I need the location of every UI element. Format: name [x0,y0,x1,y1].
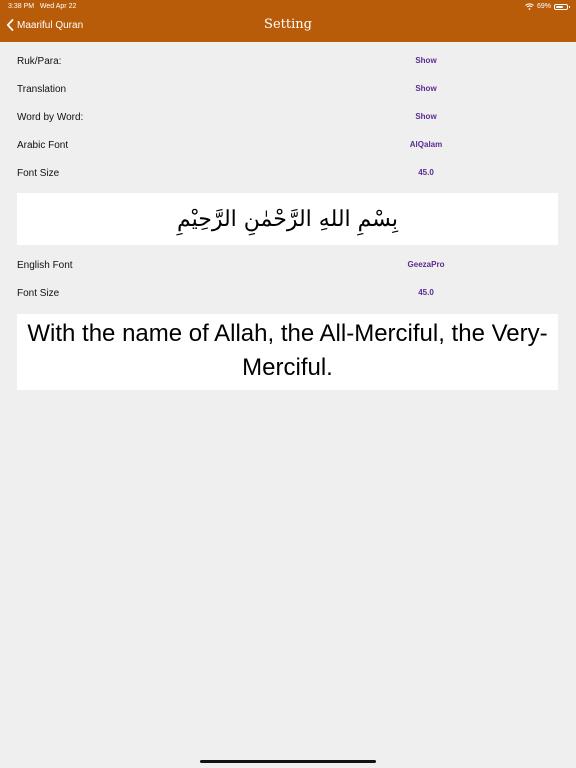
battery-percent: 69% [536,3,551,10]
setting-row-arabic-font [0,132,576,160]
setting-label: Arabic Font [17,140,69,151]
setting-label: Font Size [17,168,60,179]
status-indicators [525,3,568,10]
setting-label: Ruk/Para: [17,56,62,67]
setting-row-arabic-font-size [0,160,576,188]
translation-toggle-button[interactable]: Show [415,84,437,93]
arabic-font-select-button[interactable]: AlQalam [409,140,443,149]
english-font-select-button[interactable]: GeezaPro [407,260,445,269]
page-title: Setting [264,17,312,32]
setting-row-ruk-para [0,48,576,76]
word-by-word-toggle-button[interactable]: Show [415,112,437,121]
status-time [8,3,76,10]
english-font-preview [17,314,558,390]
arabic-preview-text: بِسْمِ اللهِ الرَّحْمٰنِ الرَّحِيْمِ [176,206,399,232]
setting-label: English Font [17,260,73,271]
navigation-bar [0,0,576,42]
setting-row-english-font [0,252,576,280]
home-indicator[interactable] [200,760,376,763]
status-date: Wed Apr 22 [39,3,77,10]
battery-icon [554,4,568,10]
back-button-label: Maariful Quran [17,19,84,31]
wifi-icon [525,3,534,10]
arabic-font-size-button[interactable]: 45.0 [418,168,434,177]
arabic-font-preview [17,193,558,245]
battery-fill [556,6,563,8]
setting-row-english-font-size [0,280,576,308]
status-clock: 3:38 PM [8,3,35,10]
setting-row-word-by-word [0,104,576,132]
english-font-size-button[interactable]: 45.0 [418,288,434,297]
setting-row-translation [0,76,576,104]
setting-label: Translation [17,84,67,95]
setting-label: Word by Word: [17,112,84,123]
english-preview-text: With the name of Allah, the All-Merciful, the Very-Merciful. [27,320,548,381]
ruk-para-toggle-button[interactable]: Show [415,56,437,65]
setting-label: Font Size [17,288,60,299]
